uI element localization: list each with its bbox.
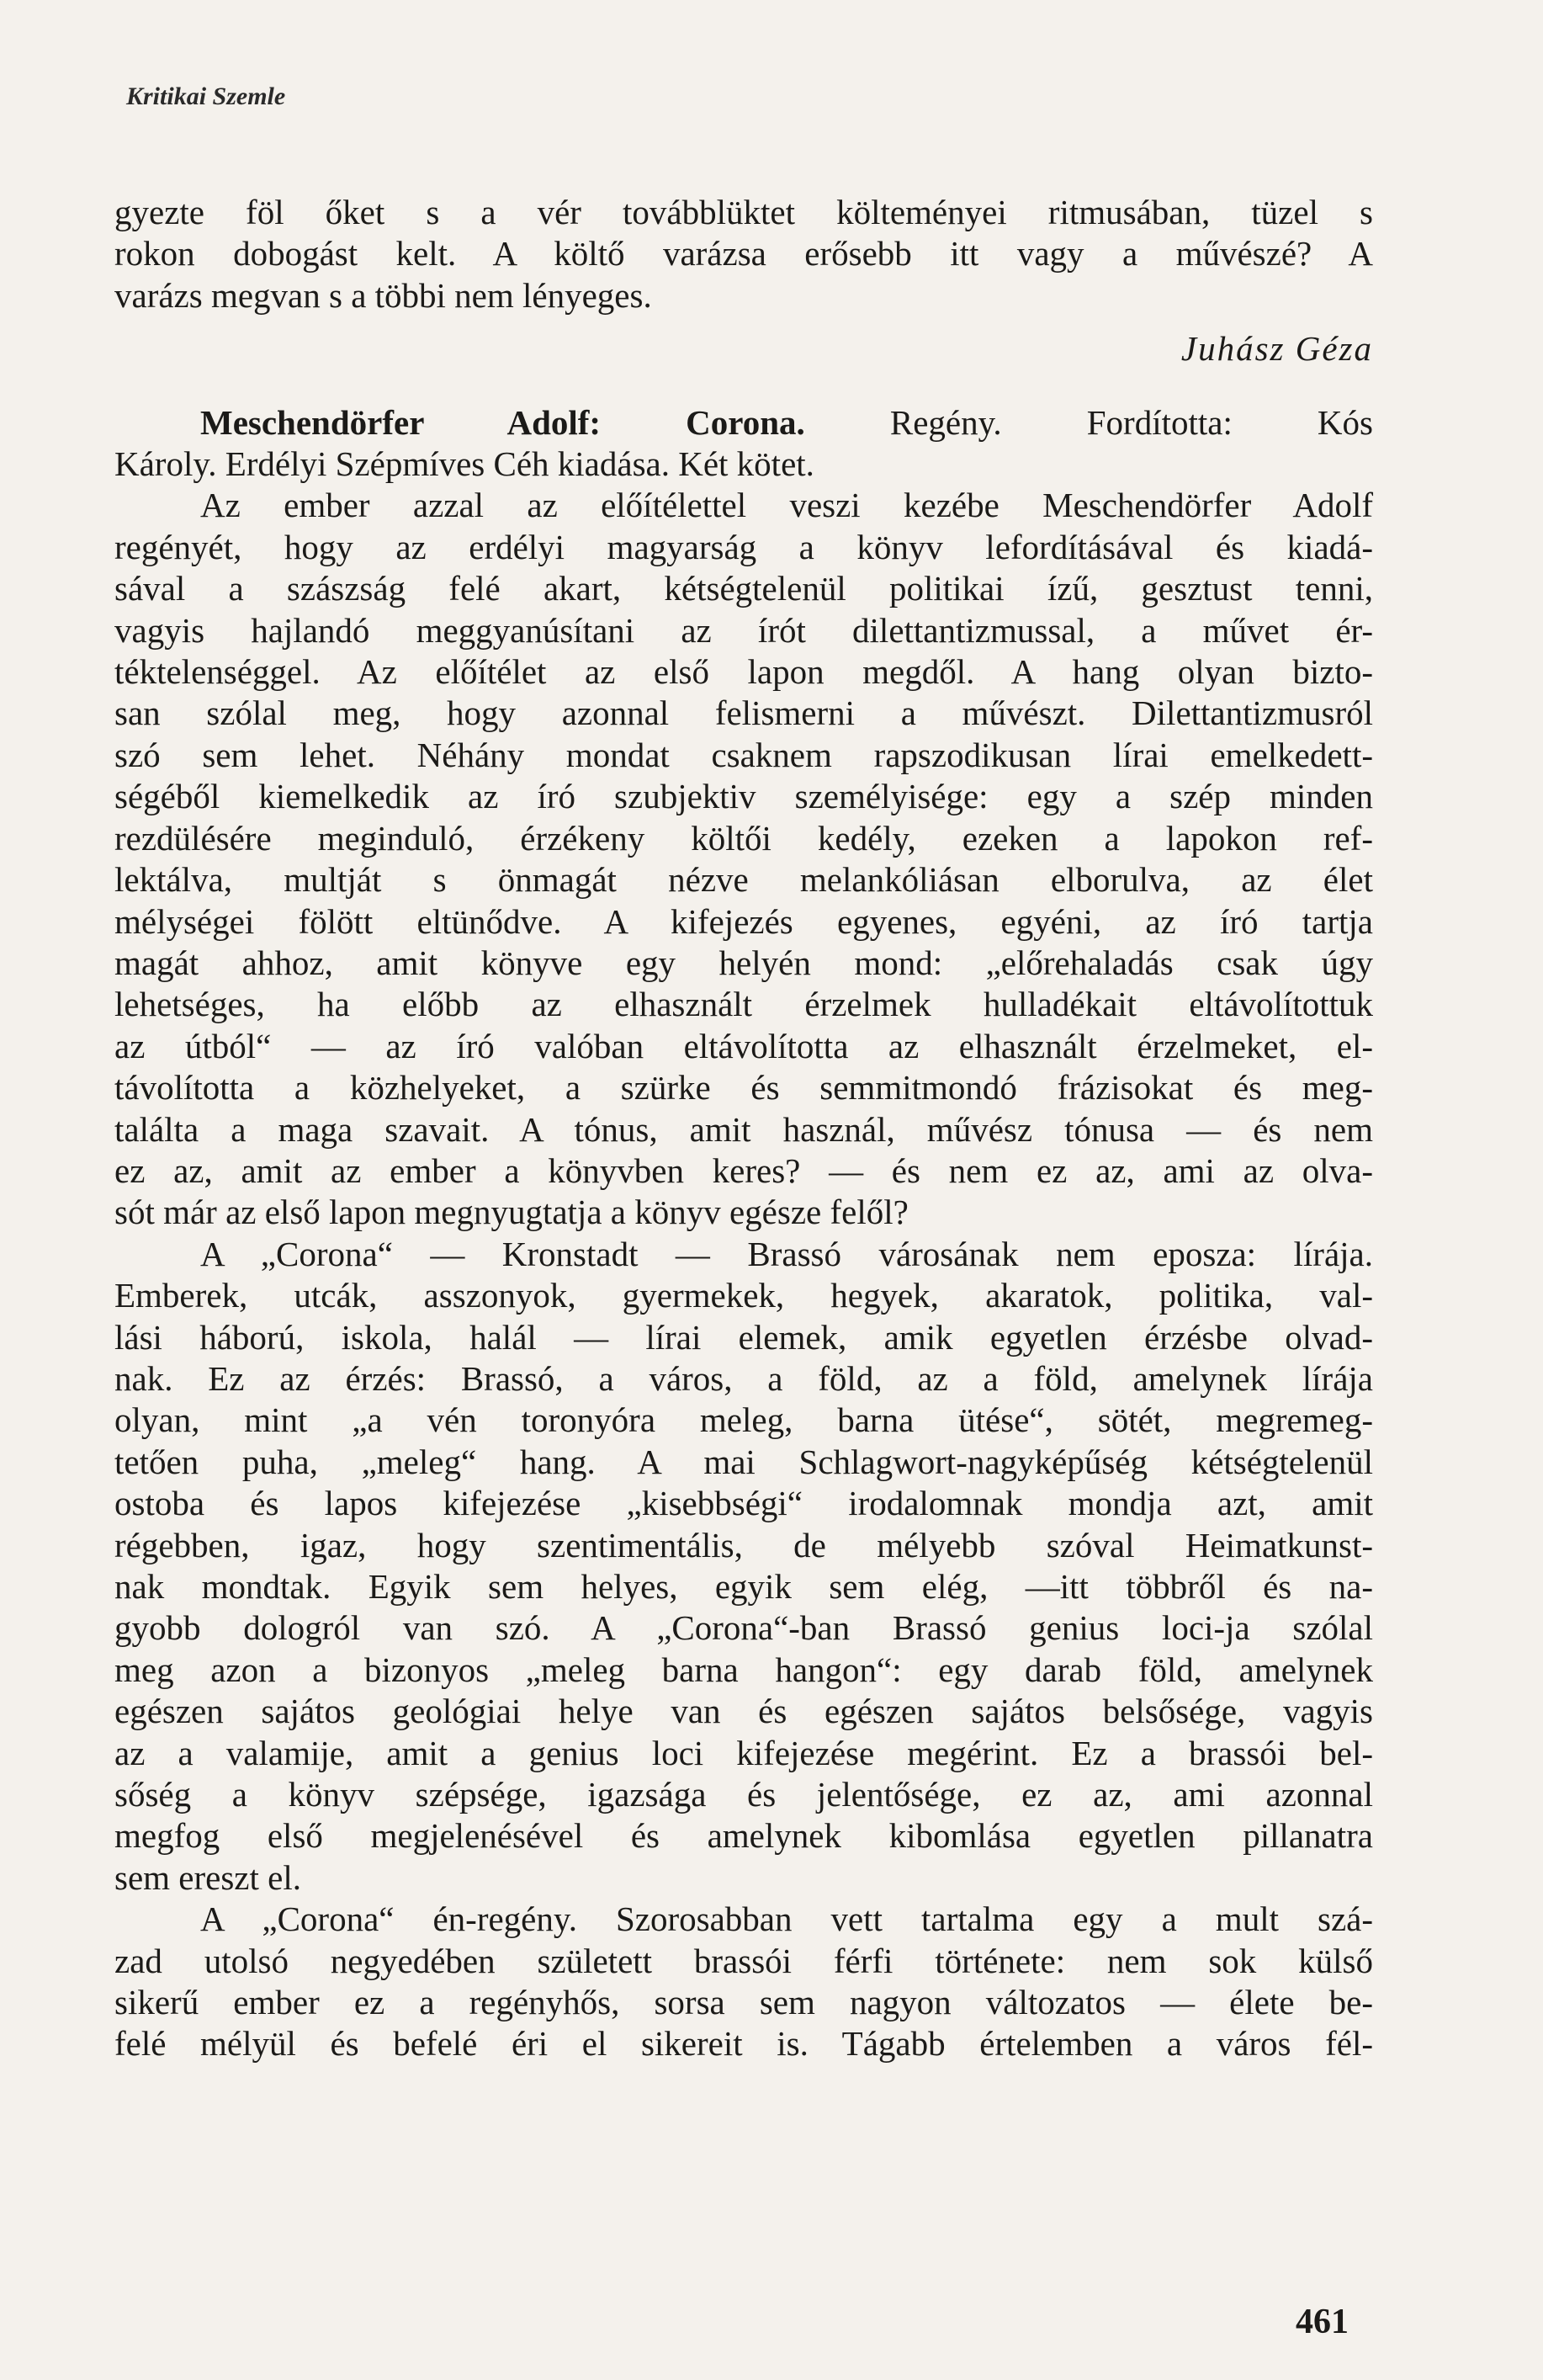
text-line: felé mélyül és befelé éri el sikereit is. Tágabb értelemben a város fél-	[114, 2024, 1373, 2064]
text-line: sót már az első lapon megnyugtatja a könyv egésze felől?	[114, 1193, 909, 1232]
page-number: 461	[1296, 2303, 1349, 2341]
text-line: az a valamije, amit a genius loci kifejezése megérint. Ez a brassói bel-	[114, 1733, 1373, 1772]
text-line: Az ember azzal az előítélettel veszi kezébe Meschendörfer Adolf	[200, 486, 1373, 525]
text-line: találta a maga szavait. A tónus, amit használ, művész tónusa — és nem	[114, 1109, 1373, 1149]
text-line: téktelenséggel. Az előítélet az első lapon megdől. A hang olyan bizto-	[114, 652, 1373, 692]
text-line: Emberek, utcák, asszonyok, gyermekek, hegyek, akaratok, politika, val-	[114, 1276, 1373, 1315]
text-line: távolította a közhelyeket, a szürke és semmitmondó frázisokat és meg-	[114, 1068, 1373, 1108]
text-line: mélységei fölött eltünődve. A kifejezés egyenes, egyéni, az író tartja	[114, 901, 1373, 941]
text-line: lehetséges, ha előbb az elhasznált érzelmek hulladékait eltávolítottuk	[114, 985, 1373, 1024]
text-line: szó sem lehet. Néhány mondat csaknem rapszodikusan lírai emelkedett-	[114, 735, 1373, 774]
paragraph-3	[114, 1899, 1373, 2065]
text-line: sem ereszt el.	[114, 1857, 301, 1897]
text-line: sőség a könyv szépsége, igazsága és jelentősége, ez az, ami azonnal	[114, 1775, 1373, 1814]
text-line: nak. Ez az érzés: Brassó, a város, a föld, az a föld, amelynek lírája	[114, 1358, 1373, 1398]
text-line: zad utolsó negyedében született brassói férfi története: nem sok külső	[114, 1941, 1373, 1980]
heading-author-title: Meschendörfer Adolf: Corona.	[200, 402, 805, 442]
text-line: rezdülésére meginduló, érzékeny költői kedély, ezeken a lapokon ref-	[114, 818, 1373, 858]
heading-details: Regény. Fordította: Kós	[804, 402, 1373, 442]
heading-line-2: Károly. Erdélyi Szépmíves Céh kiadása. Két kötet.	[114, 444, 814, 484]
text-line: ez az, amit az ember a könyvben keres? — és nem ez az, ami az olva-	[114, 1150, 1373, 1190]
text-line: sikerű ember ez a regényhős, sorsa sem nagyon változatos — élete be-	[114, 1983, 1373, 2022]
text-line: sával a szászság felé akart, kétségtelenül politikai ízű, gesztust tenni,	[114, 569, 1373, 608]
body-column	[114, 192, 1373, 2065]
text-line: regényét, hogy az erdélyi magyarság a könyv lefordításával és kiadá-	[114, 527, 1373, 566]
text-line: meg azon a bizonyos „meleg barna hangon“: egy darab föld, amelynek	[114, 1650, 1373, 1689]
text-line: egészen sajátos geológiai helye van és egészen sajátos belsősége, vagyis	[114, 1692, 1373, 1731]
text-line: nak mondtak. Egyik sem helyes, egyik sem elég, —itt többről és na-	[114, 1567, 1373, 1606]
text-line: ostoba és lapos kifejezése „kisebbségi“ irodalomnak mondja azt, amit	[114, 1484, 1373, 1523]
review2-heading	[114, 402, 1373, 486]
text-line: vagyis hajlandó meggyanúsítani az írót dilettantizmussal, a művet ér-	[114, 610, 1373, 650]
text-line: gyobb dologról van szó. A „Corona“-ban Brassó genius loci-ja szólal	[114, 1608, 1373, 1648]
running-head: Kritikai Szemle	[126, 82, 286, 110]
text-line: ségéből kiemelkedik az író szubjektiv személyisége: egy a szép minden	[114, 777, 1373, 816]
text-line: magát ahhoz, amit könyve egy helyén mond: „előrehaladás csak úgy	[114, 943, 1373, 982]
text-line: megfog első megjelenésével és amelynek kibomlása egyetlen pillanatra	[114, 1816, 1373, 1856]
review1-paragraph	[114, 192, 1373, 316]
paragraph-1	[114, 485, 1373, 1233]
text-line: A „Corona“ én-regény. Szorosabban vett tartalma egy a mult szá-	[200, 1899, 1373, 1939]
heading-line	[114, 402, 1373, 444]
text-line: A „Corona“ — Kronstadt — Brassó városának nem eposza: lírája.	[200, 1234, 1373, 1273]
text-line: olyan, mint „a vén toronyóra meleg, barna ütése“, sötét, megremeg-	[114, 1400, 1373, 1440]
text-line: régebben, igaz, hogy szentimentális, de mélyebb szóval Heimatkunst-	[114, 1525, 1373, 1565]
text-line: lektálva, multját s önmagát nézve melankóliásan elborulva, az élet	[114, 860, 1373, 900]
text-line: rokon dobogást kelt. A költő varázsa erősebb itt vagy a művészé? A	[114, 234, 1373, 274]
text-line: varázs megvan s a többi nem lényeges.	[114, 275, 652, 315]
text-line: lási háború, iskola, halál — lírai elemek, amik egyetlen érzésbe olvad-	[114, 1317, 1373, 1357]
text-line: san szólal meg, hogy azonnal felismerni a művészt. Dilettantizmusról	[114, 693, 1373, 733]
paragraph-2	[114, 1234, 1373, 1899]
text-line: tetően puha, „meleg“ hang. A mai Schlagwort-nagyképűség kétségtelenül	[114, 1442, 1373, 1481]
text-line: gyezte föl őket s a vér továbblüktet költeményei ritmusában, tüzel s	[114, 193, 1373, 231]
text-line: az útból“ — az író valóban eltávolította az elhasznált érzelmeket, el-	[114, 1026, 1373, 1065]
review1-signature: Juhász Géza	[1180, 329, 1373, 369]
